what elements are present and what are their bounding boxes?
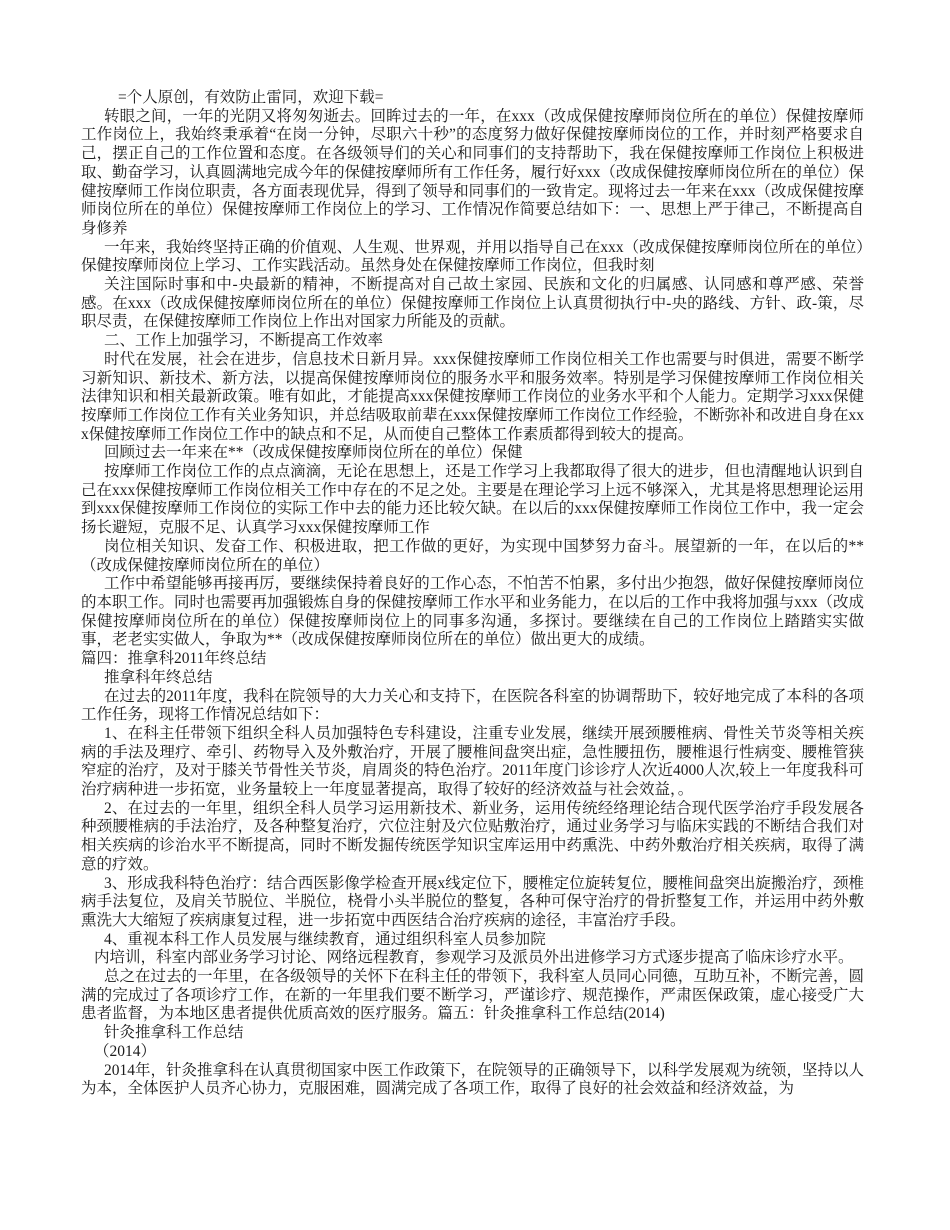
paragraph: 1、在科主任带领下组织全科人员加强特色专科建设，注重专业发展，继续开展颈腰椎病、骨性关节炎等相关疾病的手法及理疗、牵引、药物导入及外敷治疗，开展了腰椎间盘突出症，急性腰扭伤，腰椎退行性病变、腰椎管狭窄症的治疗，及对于膝关节骨性关节炎，肩周炎的特色治疗。2011年度门诊诊疗人次近4000人次,较上一年度我科可治疗病种进一步拓宽，业务量较上一年度显著提高，取得了较好的经济效益与社会效益，。	[81, 724, 864, 799]
paragraph: 关注国际时事和中-央最新的精神，不断提高对自己故土家园、民族和文化的归属感、认同感和尊严感、荣誉感。在xxx（改成保健按摩师岗位所在的单位）保健按摩师工作岗位上认真贯彻执行中-央的路线、方针、政-策，尽职尽责，在保健按摩师工作岗位上作出对国家力所能及的贡献。	[81, 276, 864, 331]
paragraph: 时代在发展，社会在进步，信息技术日新月异。xxx保健按摩师工作岗位相关工作也需要与时俱进，需要不断学习新知识、新技术、新方法，以提高保健按摩师岗位的服务水平和服务效率。特别是学习保健按摩师工作岗位相关法律知识和相关最新政策。唯有如此，才能提高xxx保健按摩师工作岗位的业务水平和个人能力。定期学习xxx保健按摩师工作岗位工作有关业务知识，并总结吸取前辈在xxx保健按摩师工作岗位工作经验，不断弥补和改进自身在xxx保健按摩师工作岗位工作中的缺点和不足，从而使自己整体工作素质都得到较大的提高。	[81, 350, 864, 443]
document-page	[81, 89, 864, 1099]
paragraph: 内培训，科室内部业务学习讨论、网络远程教育，参观学习及派员外出进修学习方式逐步提高了临床诊疗水平。	[94, 949, 854, 967]
paragraph: =个人原创，有效防止雷同，欢迎下载=	[118, 89, 384, 106]
paragraph: 4、重视本科工作人员发展与继续教育，通过组织科室人员参加院	[104, 930, 546, 948]
paragraph: 一年来，我始终坚持正确的价值观、人生观、世界观，并用以指导自己在xxx（改成保健按摩师岗位所在的单位）保健按摩师岗位上学习、工作实践活动。虽然身处在保健按摩师工作岗位，但我时刻	[81, 238, 864, 275]
paragraph: 总之在过去的一年里，在各级领导的关怀下在科主任的带领下，我科室人员同心同德，互助互补，不断完善，圆满的完成过了各项诊疗工作，在新的一年里我们要不断学习，严谨诊疗、规范操作，严肃医保政策，虚心接受广大患者监督，为本地区患者提供优质高效的医疗服务。篇五：针灸推拿科工作总结(2014)	[81, 968, 864, 1023]
paragraph: 针灸推拿科工作总结	[104, 1024, 244, 1042]
paragraph: 2、在过去的一年里，组织全科人员学习运用新技术、新业务，运用传统经络理论结合现代医学治疗手段发展各种颈腰椎病的手法治疗，及各种整复治疗，穴位注射及穴位贴敷治疗，通过业务学习与临床实践的不断结合我们对相关疾病的诊治水平不断提高，同时不断发掘传统医学知识宝库运用中药熏洗、中药外敷治疗相关疾病，取得了满意的疗效。	[81, 799, 864, 873]
paragraph: 推拿科年终总结	[104, 668, 213, 686]
paragraph: 回顾过去一年来在**（改成保健按摩师岗位所在的单位）保健	[104, 444, 523, 462]
paragraph: 3、形成我科特色治疗：结合西医影像学检查开展x线定位下，腰椎定位旋转复位，腰椎间盘突出旋搬治疗，颈椎病手法复位，及肩关节脱位、半脱位，桡骨小头半脱位的整复，各种可保守治疗的骨折整复工作，并运用中药外敷熏洗大大缩短了疾病康复过程，进一步拓宽中西医结合治疗疾病的途径，丰富治疗手段。	[81, 874, 864, 929]
paragraph: 工作中希望能够再接再厉，要继续保持着良好的工作心态，不怕苦不怕累，多付出少抱怨，做好保健按摩师岗位的本职工作。同时也需要再加强锻炼自身的保健按摩师工作水平和业务能力，在以后的工作中我将加强与xxx（改成保健按摩师岗位所在的单位）保健按摩师岗位上的同事多沟通，多探讨。要继续在自己的工作岗位上踏踏实实做事，老老实实做人，争取为**（改成保健按摩师岗位所在的单位）做出更大的成绩。	[81, 575, 864, 649]
paragraph: 按摩师工作岗位工作的点点滴滴，无论在思想上，还是工作学习上我都取得了很大的进步，但也清醒地认识到自己在xxx保健按摩师工作岗位相关工作中存在的不足之处。主要是在理论学习上远不够深入，尤其是将思想理论运用到xxx保健按摩师工作岗位的实际工作中去的能力还比较欠缺。在以后的xxx保健按摩师工作岗位工作中，我一定会扬长避短，克服不足、认真学习xxx保健按摩师工作	[81, 463, 864, 537]
paragraph: 岗位相关知识、发奋工作、积极进取，把工作做的更好，为实现中国梦努力奋斗。展望新的一年，在以后的**（改成保健按摩师岗位所在的单位）	[81, 537, 864, 574]
paragraph: 转眼之间，一年的光阴又将匆匆逝去。回眸过去的一年，在xxx（改成保健按摩师岗位所在的单位）保健按摩师工作岗位上，我始终秉承着“在岗一分钟，尽职六十秒”的态度努力做好保健按摩师岗位的工作，并时刻严格要求自己，摆正自己的工作位置和态度。在各级领导们的关心和同事们的支持帮助下，我在保健按摩师工作岗位上积极进取、勤奋学习，认真圆满地完成今年的保健按摩师所有工作任务，履行好xxx（改成保健按摩师岗位所在的单位）保健按摩师工作岗位职责，各方面表现优异，得到了领导和同事们的一致肯定。现将过去一年来在xxx（改成保健按摩师岗位所在的单位）保健按摩师工作岗位上的学习、工作情况作简要总结如下：一、思想上严于律己，不断提高自身修养	[81, 107, 864, 237]
paragraph: 二、工作上加强学习，不断提高工作效率	[104, 332, 384, 350]
paragraph: 在过去的2011年度，我科在院领导的大力关心和支持下，在医院各科室的协调帮助下，较好地完成了本科的各项工作任务，现将工作情况总结如下：	[81, 687, 864, 724]
paragraph: （2014）	[94, 1042, 157, 1060]
paragraph: 篇四：推拿科2011年终总结	[81, 650, 267, 668]
paragraph: 2014年，针灸推拿科在认真贯彻国家中医工作政策下，在院领导的正确领导下，以科学发展观为统领，坚持以人为本，全体医护人员齐心协力，克服困难，圆满完成了各项工作，取得了良好的社会效益和经济效益，为	[81, 1061, 864, 1098]
